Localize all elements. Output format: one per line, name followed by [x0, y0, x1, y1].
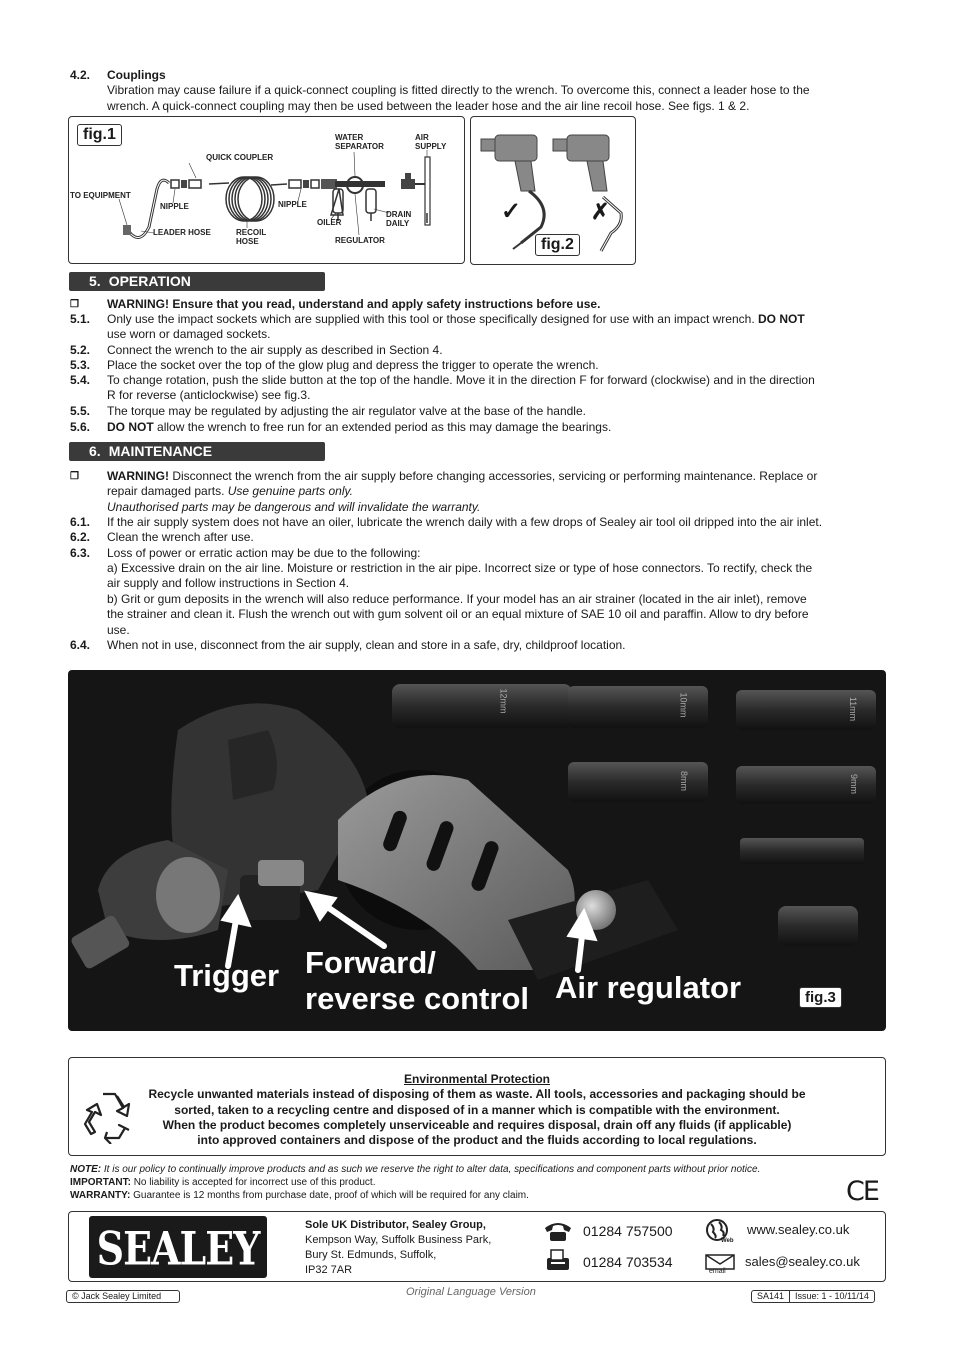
fig3-photo — [68, 670, 886, 1031]
fig3-label: fig.3 — [799, 987, 842, 1008]
fig1-quick-coupler: QUICK COUPLER — [206, 153, 274, 162]
email-link[interactable]: sales@sealey.co.uk — [745, 1254, 860, 1269]
fax-number[interactable]: 01284 703534 — [583, 1254, 673, 1270]
fig1-regulator: REGULATOR — [335, 236, 385, 245]
fig1-diagram — [68, 116, 465, 264]
fig1-drain-daily: DRAIN DAILY — [386, 210, 412, 228]
fax-icon — [543, 1248, 573, 1272]
fig1-air-supply: AIR SUPPLY — [415, 133, 447, 151]
environment-title: Environmental Protection — [403, 1072, 551, 1086]
checkbox-bullet-icon: ❐ — [70, 299, 79, 310]
phone-number[interactable]: 01284 757500 — [583, 1223, 673, 1239]
environment-box: Environmental Protection Recycle unwanted materials instead of disposing of them as waste. All tools, accessories and packaging should be sorted, taken to a recycling centre and disposed of in a manner which is compatible with the environment. When the product becomes completely unserviceable and requires disposal, drain off any fluids (if applicable) into approved containers and dispose of the product and the fluids according to local regulations. — [68, 1057, 886, 1156]
issue-info — [751, 1290, 875, 1303]
contact-box — [68, 1211, 886, 1282]
socket-label: 9mm — [849, 774, 859, 794]
fig1-nipple-right: NIPPLE — [278, 200, 307, 209]
fig1-oiler: OILER — [317, 218, 342, 227]
operation-heading: 5. OPERATION — [69, 272, 325, 291]
tick-icon: ✓ — [501, 198, 522, 225]
section-number: 4.2. — [70, 68, 91, 82]
model-number: SA141 — [752, 1291, 790, 1302]
socket-label: 12mm — [498, 688, 509, 714]
issue-date: Issue: 1 - 10/11/14 — [795, 1291, 869, 1301]
paragraph-line: wrench. A quick-connect coupling may then be used between the leader hose and the air line recoil hose. See figs. 1 & 2. — [107, 98, 750, 113]
socket-label: 10mm — [678, 692, 689, 718]
air-regulator-callout: Air regulator — [555, 970, 742, 1005]
maintenance-heading: 6. MAINTENANCE — [69, 442, 325, 461]
language-version: Original Language Version — [406, 1286, 536, 1298]
forward-reverse-callout: Forward/ reverse control — [305, 945, 529, 1016]
fig1-label: fig.1 — [77, 124, 122, 146]
fig1-water-separator: WATER SEPARATOR — [335, 133, 384, 151]
fig2-label: fig.2 — [535, 234, 580, 256]
distributor-address: Sole UK Distributor, Sealey Group, Kempson Way, Suffolk Business Park, Bury St. Edmunds, Suffolk, IP32 7AR — [305, 1219, 492, 1276]
checkbox-bullet-icon: ❐ — [70, 471, 79, 482]
web-icon-label: Web — [721, 1238, 734, 1244]
fig2-diagram — [470, 116, 636, 265]
ce-mark: CE — [846, 1176, 878, 1207]
sealey-logo: SEALEY — [89, 1216, 267, 1278]
fig1-to-equipment: TO EQUIPMENT — [70, 191, 131, 200]
fig1-nipple-left: NIPPLE — [160, 202, 189, 211]
paragraph-line: Vibration may cause failure if a quick-connect coupling is fitted directly to the wrench. To overcome this, connect a leader hose to the — [107, 83, 810, 98]
copyright: © Jack Sealey Limited — [66, 1290, 180, 1303]
trigger-callout: Trigger — [174, 958, 280, 993]
phone-icon — [543, 1220, 573, 1242]
cross-icon: ✗ — [591, 199, 610, 224]
section-title: Couplings — [107, 68, 166, 82]
socket-label: 11mm — [848, 696, 859, 722]
website-link[interactable]: www.sealey.co.uk — [747, 1222, 850, 1237]
socket-label: 8mm — [679, 771, 689, 791]
fig1-recoil-hose: RECOIL HOSE — [236, 228, 267, 246]
email-icon-label: email — [709, 1268, 726, 1275]
fig1-leader-hose: LEADER HOSE — [153, 228, 211, 237]
legal-notes: NOTE: It is our policy to continually improve products and as such we reserve the right to alter data, specifications and component parts without prior notice. IMPORTANT: No liability is accepted for incorrect use of this product. WARRANTY: Guarantee is 12 months from purchase date, proof of which will be required for any claim. — [70, 1164, 761, 1201]
